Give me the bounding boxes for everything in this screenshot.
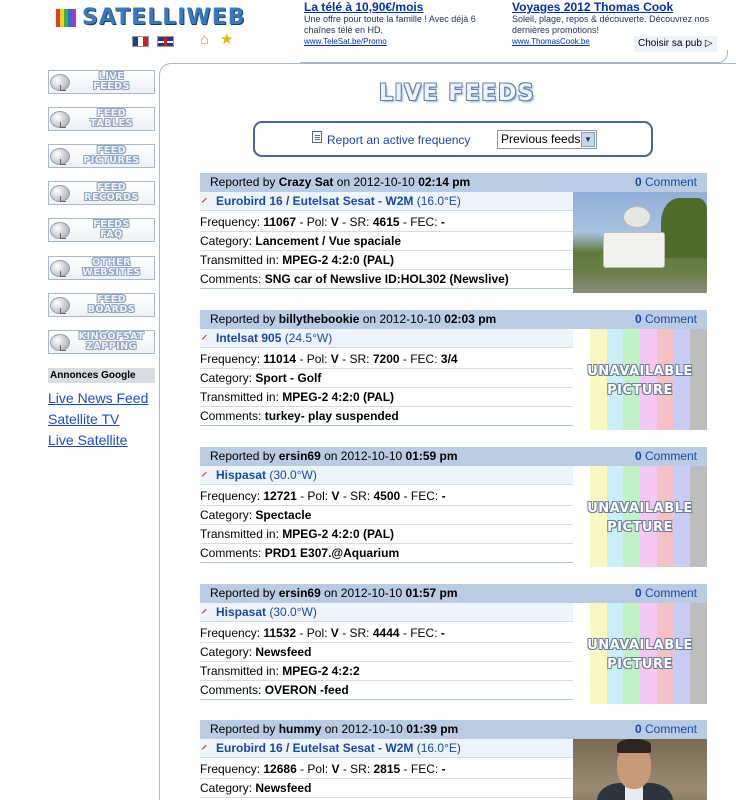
document-icon [312, 131, 322, 143]
report-time: 02:03 pm [444, 312, 497, 326]
report-date: 2012-10-10 [341, 722, 403, 736]
satellite-link[interactable] [216, 605, 317, 619]
feed-item [200, 447, 707, 567]
comment-count-link[interactable] [635, 447, 697, 466]
report-frequency-link[interactable]: Report an active frequency [327, 133, 471, 147]
nav-live-feeds[interactable] [48, 70, 155, 94]
ad-description: Soleil, plage, repos & découverte. Découvrez nos dernières promotions! [512, 14, 710, 35]
satellite-position: (16.0°E) [416, 741, 461, 755]
feed-header [200, 310, 707, 329]
play-arrow-icon: ▷ [704, 38, 713, 49]
satellite-name: Eurobird 16 / Eutelsat Sesat - W2M [216, 741, 414, 755]
report-date: 2012-10-10 [340, 449, 403, 463]
nav-feed-boards[interactable] [48, 293, 155, 317]
van [603, 232, 665, 268]
satellite-position: (16.0°E) [416, 194, 461, 208]
frequency-row [200, 760, 573, 779]
frequency-row [200, 213, 573, 232]
comments-value: SNG car of Newslive ID:HOL302 (Newslive) [264, 272, 509, 286]
nav-feeds-faq[interactable] [48, 218, 155, 242]
nav-label: RECORDS [84, 192, 139, 203]
comment-count: 0 [634, 449, 642, 463]
sr-value: 4615 [372, 215, 400, 229]
satellite-link[interactable] [216, 468, 317, 482]
category-row [200, 643, 573, 662]
comments-row [200, 270, 573, 289]
nav-label: FEED [96, 182, 127, 193]
feed-item [200, 173, 707, 293]
unavailable-picture-text [573, 362, 707, 400]
reported-by-label: Reported by [210, 722, 276, 736]
reporter-name[interactable]: hummy [278, 722, 322, 736]
comments-label: Comments: [200, 272, 262, 286]
pol-label: - Pol: [300, 489, 329, 503]
transmission-value: MPEG-2 4:2:0 (PAL) [282, 527, 395, 541]
satellite-dish-icon [50, 297, 70, 314]
fec-label: - FEC: [402, 215, 438, 229]
comment-count-link[interactable] [635, 173, 697, 192]
previous-feeds-select[interactable] [497, 130, 597, 149]
frequency-value: 12686 [263, 762, 297, 776]
satellite-dish-icon [50, 111, 70, 128]
comment-count-link[interactable] [635, 310, 697, 329]
google-ads [48, 368, 155, 451]
comments-row [200, 544, 573, 563]
nav-label: LIVE [98, 71, 125, 82]
page-title: LIVE FEEDS [378, 81, 536, 106]
sr-label: - SR: [342, 489, 371, 503]
nav-label: ZAPPING [86, 341, 137, 352]
pol-label: - Pol: [299, 626, 328, 640]
fec-label: - FEC: [402, 626, 438, 640]
unavailable-word: UNAVAILABLE [587, 638, 693, 653]
on-label: on [324, 586, 338, 600]
unavailable-picture [573, 329, 707, 430]
frequency-label: Frequency: [200, 352, 261, 366]
nav-kingofsat-zapping[interactable] [48, 330, 155, 354]
nav-feed-pictures[interactable] [48, 144, 155, 168]
comment-label: Comment [644, 449, 697, 463]
unavailable-word: PICTURE [607, 383, 673, 398]
category-label: Category: [200, 645, 253, 659]
on-label: on [324, 722, 339, 736]
feed-header [200, 720, 707, 739]
reporter-name[interactable]: ersin69 [278, 586, 321, 600]
feed-picture[interactable] [573, 329, 707, 430]
sr-label: - SR: [342, 762, 371, 776]
google-ad-link[interactable]: Satellite TV [48, 411, 120, 427]
category-row [200, 779, 573, 798]
comment-label: Comment [644, 175, 697, 189]
frequency-label: Frequency: [200, 626, 261, 640]
feed-picture[interactable] [573, 739, 707, 800]
pol-label: - Pol: [299, 215, 328, 229]
satellite-link[interactable] [216, 741, 461, 755]
nav-label: OTHER [92, 257, 131, 268]
feed-header [200, 447, 707, 466]
comment-count: 0 [634, 175, 642, 189]
frequency-label: Frequency: [200, 489, 261, 503]
nav-label: FEED [96, 108, 127, 119]
ad-block-1[interactable] [304, 0, 509, 47]
transmission-row [200, 525, 573, 544]
category-value: Spectacle [255, 508, 312, 522]
report-date: 2012-10-10 [379, 312, 441, 326]
satellite-dish-icon [50, 74, 70, 91]
on-label: on [324, 449, 338, 463]
nav-other-websites[interactable] [48, 256, 155, 280]
nav-label: PICTURES [83, 155, 140, 166]
report-panel [253, 121, 653, 157]
comments-label: Comments: [200, 409, 262, 423]
comment-label: Comment [644, 312, 697, 326]
reported-by-label: Reported by [210, 175, 276, 189]
nav-label: FEEDS [93, 81, 130, 92]
star-icon[interactable]: ★ [220, 31, 234, 48]
google-ad-link[interactable]: Live News Feed [48, 390, 149, 406]
comment-count: 0 [634, 312, 642, 326]
feed-item [200, 720, 707, 800]
satellite-row [200, 329, 573, 348]
ad-link[interactable]: www.TeleSat.be/Promo [304, 37, 387, 46]
interview-photo [573, 739, 707, 800]
unavailable-picture-text [573, 636, 707, 674]
fec-label: - FEC: [403, 762, 439, 776]
comment-count: 0 [634, 586, 642, 600]
reported-by-label: Reported by [210, 312, 276, 326]
left-navigation [0, 0, 160, 800]
ad-title[interactable]: La télé à 10,90€/mois [304, 0, 424, 14]
feed-picture[interactable] [573, 603, 707, 704]
unavailable-picture [573, 466, 707, 567]
pol-value: V [330, 215, 339, 229]
hair [617, 739, 651, 753]
nav-label: BOARDS [87, 304, 136, 315]
transmission-label: Transmitted in: [200, 527, 279, 541]
pol-label: - Pol: [300, 762, 329, 776]
category-label: Category: [200, 234, 253, 248]
category-value: Newsfeed [255, 781, 312, 795]
transmission-row [200, 388, 573, 407]
sr-label: - SR: [342, 626, 370, 640]
pin-icon [202, 745, 210, 753]
category-label: Category: [200, 508, 253, 522]
transmission-row [200, 251, 573, 270]
transmission-label: Transmitted in: [200, 253, 279, 267]
category-label: Category: [200, 371, 253, 385]
pin-icon [202, 609, 210, 617]
category-row [200, 232, 573, 251]
ad-description: Une offre pour toute la famille ! Avec déjà 6 chaînes télé en HD. [304, 14, 476, 35]
trees [661, 198, 707, 258]
unavailable-word: UNAVAILABLE [587, 501, 693, 516]
comment-count: 0 [634, 722, 642, 736]
satellite-name: Intelsat 905 [216, 331, 282, 345]
header-divider [300, 50, 728, 63]
satellite-dish [623, 206, 651, 228]
unavailable-word: PICTURE [607, 657, 673, 672]
satellite-link[interactable] [216, 331, 332, 345]
satellite-position: (30.0°W) [269, 468, 317, 482]
transmission-row [200, 662, 573, 681]
sng-truck-photo [573, 192, 707, 293]
frequency-label: Frequency: [200, 762, 261, 776]
transmission-label: Transmitted in: [200, 664, 279, 678]
satellite-dish-icon [50, 260, 70, 277]
fec-value: - [440, 215, 445, 229]
transmission-value: MPEG-2 4:2:0 (PAL) [282, 390, 395, 404]
on-label: on [362, 312, 377, 326]
nav-feed-records[interactable] [48, 181, 155, 205]
frequency-row [200, 624, 573, 643]
comments-value: turkey- play suspended [264, 409, 399, 423]
category-row [200, 506, 573, 525]
category-value: Sport - Golf [255, 371, 322, 385]
satellite-row [200, 192, 573, 211]
transmission-value: MPEG-2 4:2:2 [282, 664, 360, 678]
frequency-value: 11014 [263, 352, 297, 366]
report-time: 01:39 pm [406, 722, 459, 736]
pol-value: V [331, 762, 340, 776]
feed-header [200, 173, 707, 192]
comment-label: Comment [644, 586, 697, 600]
satellite-dish-icon [50, 222, 70, 239]
transmission-value: MPEG-2 4:2:0 (PAL) [282, 253, 395, 267]
frequency-label: Frequency: [200, 215, 261, 229]
reported-by-label: Reported by [210, 449, 276, 463]
sr-value: 2815 [373, 762, 401, 776]
comments-value: PRD1 E307.@Aquarium [264, 546, 400, 560]
comments-value: OVERON -feed [264, 683, 349, 697]
comments-row [200, 407, 573, 426]
comments-row [200, 681, 573, 700]
comment-count-link[interactable] [635, 720, 697, 739]
unavailable-picture-text [573, 499, 707, 537]
satellite-row [200, 739, 573, 758]
nav-label: FEED [96, 145, 127, 156]
satellite-position: (24.5°W) [284, 331, 333, 345]
comment-label: Comment [644, 722, 697, 736]
sr-label: - SR: [342, 215, 370, 229]
category-value: Newsfeed [255, 645, 312, 659]
fec-value: 3/4 [440, 352, 458, 366]
google-ad-link[interactable]: Live Satellite [48, 432, 128, 448]
nav-label: TABLES [90, 118, 133, 129]
feed-picture[interactable] [573, 466, 707, 567]
satellite-position: (30.0°W) [269, 605, 317, 619]
satellite-name: Hispasat [216, 468, 267, 482]
satellite-dish-icon [50, 148, 70, 165]
report-date: 2012-10-10 [353, 175, 415, 189]
nav-label: KINGOFSAT [78, 331, 145, 342]
frequency-value: 11532 [263, 626, 297, 640]
category-row [200, 369, 573, 388]
report-date: 2012-10-10 [340, 586, 403, 600]
nav-label: FEED [96, 294, 127, 305]
pol-value: V [331, 489, 340, 503]
satellite-link[interactable] [216, 194, 461, 208]
reported-by-label: Reported by [210, 586, 276, 600]
feed-picture[interactable] [573, 192, 707, 293]
report-time: 02:14 pm [418, 175, 471, 189]
report-time: 01:59 pm [405, 449, 458, 463]
nav-feed-tables[interactable] [48, 107, 155, 131]
category-label: Category: [200, 781, 253, 795]
satellite-name: Eurobird 16 / Eutelsat Sesat - W2M [216, 194, 414, 208]
fec-label: - FEC: [402, 352, 438, 366]
fec-value: - [441, 762, 446, 776]
reporter-name[interactable]: ersin69 [278, 449, 321, 463]
unavailable-word: UNAVAILABLE [587, 364, 693, 379]
nav-label: WEBSITES [82, 267, 141, 278]
frequency-row [200, 350, 573, 369]
frequency-row [200, 487, 573, 506]
ad-link[interactable]: www.ThomasCook.be [512, 37, 590, 46]
feed-header [200, 584, 707, 603]
reporter-name[interactable]: billythebookie [278, 312, 360, 326]
nav-label: FAQ [100, 229, 123, 240]
ad-title[interactable]: Voyages 2012 Thomas Cook [512, 0, 674, 14]
fec-label: - FEC: [403, 489, 439, 503]
on-label: on [336, 175, 351, 189]
satellite-row [200, 466, 573, 485]
select-value: Previous feeds [501, 132, 581, 146]
comments-label: Comments: [200, 683, 262, 697]
satellite-row [200, 603, 573, 622]
satellite-dish-icon [50, 185, 70, 202]
unavailable-word: PICTURE [607, 520, 673, 535]
feed-item [200, 584, 707, 704]
pol-label: - Pol: [299, 352, 328, 366]
satellite-name: Hispasat [216, 605, 267, 619]
pin-icon [202, 335, 210, 343]
logo-text: SATELLIWEB [82, 5, 246, 30]
sr-value: 4444 [372, 626, 400, 640]
home-icon[interactable]: ⌂ [200, 31, 210, 48]
feed-item [200, 310, 707, 430]
sr-value: 4500 [373, 489, 401, 503]
pin-icon [202, 198, 210, 206]
transmission-label: Transmitted in: [200, 390, 279, 404]
fec-value: - [441, 489, 446, 503]
pin-icon [202, 472, 210, 480]
pol-value: V [330, 352, 339, 366]
reporter-name[interactable]: Crazy Sat [278, 175, 334, 189]
sr-label: - SR: [342, 352, 370, 366]
comment-count-link[interactable] [635, 584, 697, 603]
sr-value: 7200 [372, 352, 400, 366]
satellite-dish-icon [50, 334, 70, 351]
nav-label: FEEDS [93, 219, 130, 230]
comments-label: Comments: [200, 546, 262, 560]
unavailable-picture [573, 603, 707, 704]
choose-ad-label: Choisir sa pub [638, 38, 702, 49]
pol-value: V [330, 626, 339, 640]
frequency-value: 12721 [263, 489, 297, 503]
fec-value: - [440, 626, 445, 640]
category-value: Lancement / Vue spaciale [255, 234, 401, 248]
report-time: 01:57 pm [405, 586, 458, 600]
frequency-value: 11067 [263, 215, 297, 229]
google-ads-heading[interactable]: Annonces Google [48, 368, 155, 383]
chevron-down-icon[interactable]: ▼ [581, 132, 595, 147]
